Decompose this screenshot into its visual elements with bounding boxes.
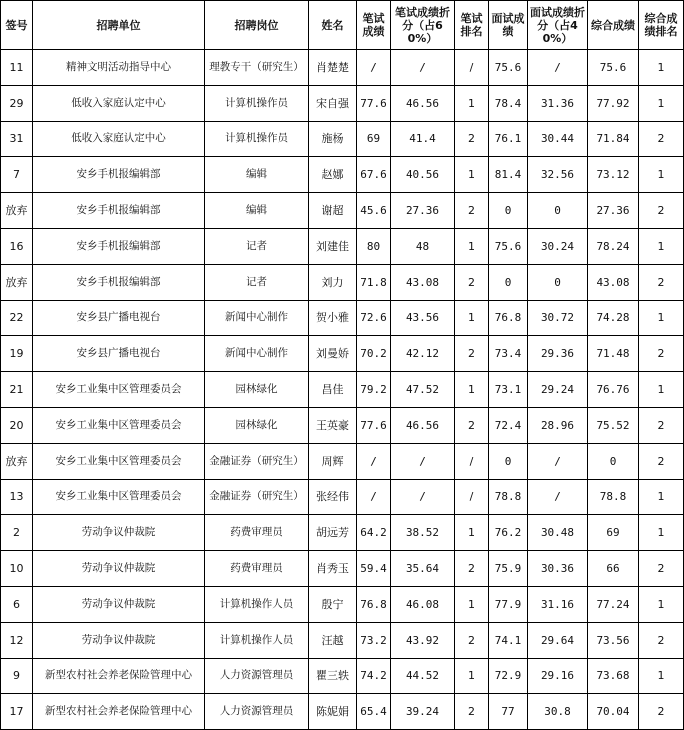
cell-written-score: 71.8	[357, 264, 391, 300]
cell-written-weighted: 39.24	[391, 694, 455, 730]
cell-employer: 新型农村社会养老保险管理中心	[33, 658, 205, 694]
table-row	[1, 85, 684, 121]
cell-name: 殷宁	[309, 586, 357, 622]
cell-written-rank: 2	[455, 622, 489, 658]
cell-position: 园林绿化	[205, 372, 309, 408]
header-draw-number: 签号	[1, 1, 33, 50]
cell-draw-number: 6	[1, 586, 33, 622]
cell-draw-number: 19	[1, 336, 33, 372]
cell-interview-score: 72.4	[489, 407, 528, 443]
cell-employer: 精神文明活动指导中心	[33, 50, 205, 86]
cell-draw-number: 10	[1, 551, 33, 587]
cell-written-weighted: 44.52	[391, 658, 455, 694]
cell-written-score: /	[357, 479, 391, 515]
cell-position: 理教专干（研究生）	[205, 50, 309, 86]
cell-written-rank: /	[455, 479, 489, 515]
cell-total-score: 75.52	[588, 407, 639, 443]
cell-total-score: 71.84	[588, 121, 639, 157]
cell-written-weighted: 43.92	[391, 622, 455, 658]
cell-draw-number: 22	[1, 300, 33, 336]
cell-name: 陈妮娟	[309, 694, 357, 730]
cell-employer: 安乡县广播电视台	[33, 336, 205, 372]
header-position: 招聘岗位	[205, 1, 309, 50]
cell-interview-weighted: /	[528, 443, 588, 479]
cell-interview-score: 0	[489, 264, 528, 300]
cell-interview-score: 0	[489, 193, 528, 229]
cell-draw-number: 29	[1, 85, 33, 121]
table-row	[1, 658, 684, 694]
cell-total-score: 77.24	[588, 586, 639, 622]
cell-total-rank: 2	[639, 193, 684, 229]
cell-written-score: 74.2	[357, 658, 391, 694]
table-row	[1, 586, 684, 622]
cell-total-rank: 2	[639, 694, 684, 730]
cell-interview-weighted: /	[528, 479, 588, 515]
cell-name: 施杨	[309, 121, 357, 157]
cell-written-score: 76.8	[357, 586, 391, 622]
table-row	[1, 622, 684, 658]
cell-written-weighted: 46.56	[391, 85, 455, 121]
cell-written-weighted: 40.56	[391, 157, 455, 193]
table-row	[1, 50, 684, 86]
cell-written-weighted: 35.64	[391, 551, 455, 587]
cell-position: 记者	[205, 228, 309, 264]
cell-written-score: 73.2	[357, 622, 391, 658]
cell-total-score: 71.48	[588, 336, 639, 372]
cell-interview-weighted: 30.36	[528, 551, 588, 587]
cell-written-score: 77.6	[357, 407, 391, 443]
cell-employer: 安乡工业集中区管理委员会	[33, 372, 205, 408]
cell-interview-score: 81.4	[489, 157, 528, 193]
cell-written-score: 45.6	[357, 193, 391, 229]
cell-written-score: 72.6	[357, 300, 391, 336]
table-row	[1, 300, 684, 336]
cell-total-score: 69	[588, 515, 639, 551]
cell-total-rank: 2	[639, 551, 684, 587]
cell-employer: 安乡手机报编辑部	[33, 264, 205, 300]
cell-total-score: 76.76	[588, 372, 639, 408]
table-row	[1, 336, 684, 372]
cell-name: 刘力	[309, 264, 357, 300]
cell-position: 计算机操作员	[205, 85, 309, 121]
cell-written-weighted: 46.08	[391, 586, 455, 622]
header-written-weighted: 笔试成绩折分（占60%）	[391, 1, 455, 50]
cell-name: 周辉	[309, 443, 357, 479]
cell-name: 赵娜	[309, 157, 357, 193]
header-written-score: 笔试成绩	[357, 1, 391, 50]
cell-total-rank: 2	[639, 121, 684, 157]
cell-written-score: 70.2	[357, 336, 391, 372]
cell-position: 新闻中心制作	[205, 300, 309, 336]
cell-written-weighted: 38.52	[391, 515, 455, 551]
cell-written-weighted: 42.12	[391, 336, 455, 372]
cell-total-rank: 1	[639, 157, 684, 193]
cell-written-rank: 2	[455, 694, 489, 730]
cell-interview-weighted: 29.36	[528, 336, 588, 372]
table-row	[1, 193, 684, 229]
cell-written-weighted: 27.36	[391, 193, 455, 229]
cell-employer: 安乡手机报编辑部	[33, 193, 205, 229]
cell-written-rank: 2	[455, 336, 489, 372]
cell-total-score: 73.68	[588, 658, 639, 694]
cell-position: 计算机操作员	[205, 121, 309, 157]
cell-interview-score: 77	[489, 694, 528, 730]
cell-total-rank: 1	[639, 515, 684, 551]
cell-total-rank: 1	[639, 300, 684, 336]
cell-interview-score: 75.9	[489, 551, 528, 587]
cell-name: 谢超	[309, 193, 357, 229]
cell-total-score: 73.12	[588, 157, 639, 193]
table-row	[1, 407, 684, 443]
header-interview-score: 面试成绩	[489, 1, 528, 50]
cell-draw-number: 放弃	[1, 193, 33, 229]
cell-draw-number: 17	[1, 694, 33, 730]
cell-interview-score: 74.1	[489, 622, 528, 658]
cell-draw-number: 9	[1, 658, 33, 694]
cell-written-weighted: 43.08	[391, 264, 455, 300]
cell-draw-number: 20	[1, 407, 33, 443]
cell-employer: 安乡工业集中区管理委员会	[33, 407, 205, 443]
cell-total-rank: 1	[639, 586, 684, 622]
cell-interview-weighted: 31.16	[528, 586, 588, 622]
cell-written-score: 65.4	[357, 694, 391, 730]
cell-interview-weighted: 30.24	[528, 228, 588, 264]
cell-written-rank: 2	[455, 551, 489, 587]
cell-written-rank: 2	[455, 121, 489, 157]
header-name: 姓名	[309, 1, 357, 50]
cell-position: 人力资源管理员	[205, 694, 309, 730]
cell-employer: 劳动争议仲裁院	[33, 586, 205, 622]
cell-draw-number: 2	[1, 515, 33, 551]
cell-written-weighted: 41.4	[391, 121, 455, 157]
cell-name: 瞿三轶	[309, 658, 357, 694]
cell-name: 汪越	[309, 622, 357, 658]
cell-name: 贺小雅	[309, 300, 357, 336]
cell-written-rank: /	[455, 50, 489, 86]
cell-employer: 安乡手机报编辑部	[33, 157, 205, 193]
cell-total-score: 0	[588, 443, 639, 479]
cell-employer: 新型农村社会养老保险管理中心	[33, 694, 205, 730]
table-body	[1, 50, 684, 730]
cell-draw-number: 21	[1, 372, 33, 408]
cell-name: 肖楚楚	[309, 50, 357, 86]
cell-name: 宋自强	[309, 85, 357, 121]
cell-employer: 低收入家庭认定中心	[33, 85, 205, 121]
cell-written-rank: /	[455, 443, 489, 479]
table-row	[1, 515, 684, 551]
cell-written-weighted: /	[391, 50, 455, 86]
cell-total-rank: 1	[639, 658, 684, 694]
cell-total-score: 43.08	[588, 264, 639, 300]
cell-written-rank: 2	[455, 264, 489, 300]
cell-written-score: 64.2	[357, 515, 391, 551]
cell-employer: 劳动争议仲裁院	[33, 622, 205, 658]
cell-written-rank: 1	[455, 586, 489, 622]
cell-written-score: /	[357, 50, 391, 86]
cell-interview-score: 73.4	[489, 336, 528, 372]
cell-total-score: 77.92	[588, 85, 639, 121]
cell-interview-weighted: 28.96	[528, 407, 588, 443]
cell-interview-score: 72.9	[489, 658, 528, 694]
cell-draw-number: 7	[1, 157, 33, 193]
header-employer: 招聘单位	[33, 1, 205, 50]
cell-written-weighted: /	[391, 443, 455, 479]
cell-employer: 安乡县广播电视台	[33, 300, 205, 336]
cell-position: 金融证券（研究生）	[205, 479, 309, 515]
table-row	[1, 443, 684, 479]
table-row	[1, 121, 684, 157]
header-interview-weighted: 面试成绩折分（占40%）	[528, 1, 588, 50]
cell-interview-weighted: 30.44	[528, 121, 588, 157]
cell-name: 肖秀玉	[309, 551, 357, 587]
cell-interview-weighted: 29.24	[528, 372, 588, 408]
cell-draw-number: 31	[1, 121, 33, 157]
cell-interview-weighted: /	[528, 50, 588, 86]
cell-total-rank: 2	[639, 336, 684, 372]
cell-written-rank: 2	[455, 193, 489, 229]
cell-interview-weighted: 32.56	[528, 157, 588, 193]
header-total-score: 综合成绩	[588, 1, 639, 50]
cell-total-rank: 1	[639, 50, 684, 86]
cell-interview-weighted: 29.16	[528, 658, 588, 694]
cell-written-score: 69	[357, 121, 391, 157]
table-row	[1, 694, 684, 730]
cell-total-rank: 2	[639, 407, 684, 443]
cell-total-rank: 1	[639, 228, 684, 264]
cell-written-weighted: 46.56	[391, 407, 455, 443]
cell-name: 王英豪	[309, 407, 357, 443]
cell-total-rank: 1	[639, 372, 684, 408]
cell-written-score: 79.2	[357, 372, 391, 408]
cell-interview-weighted: 0	[528, 193, 588, 229]
cell-draw-number: 16	[1, 228, 33, 264]
cell-interview-weighted: 30.48	[528, 515, 588, 551]
table-row	[1, 264, 684, 300]
cell-written-rank: 1	[455, 157, 489, 193]
cell-employer: 劳动争议仲裁院	[33, 515, 205, 551]
cell-interview-score: 76.8	[489, 300, 528, 336]
cell-position: 新闻中心制作	[205, 336, 309, 372]
cell-written-score: 67.6	[357, 157, 391, 193]
cell-position: 药费审理员	[205, 515, 309, 551]
cell-written-score: 59.4	[357, 551, 391, 587]
cell-written-score: 80	[357, 228, 391, 264]
cell-total-rank: 1	[639, 479, 684, 515]
cell-total-rank: 2	[639, 622, 684, 658]
cell-interview-score: 77.9	[489, 586, 528, 622]
cell-position: 记者	[205, 264, 309, 300]
cell-total-score: 66	[588, 551, 639, 587]
cell-written-weighted: 47.52	[391, 372, 455, 408]
cell-interview-weighted: 31.36	[528, 85, 588, 121]
cell-written-rank: 2	[455, 407, 489, 443]
cell-employer: 劳动争议仲裁院	[33, 551, 205, 587]
cell-interview-score: 78.8	[489, 479, 528, 515]
cell-name: 昌佳	[309, 372, 357, 408]
cell-total-rank: 1	[639, 85, 684, 121]
cell-written-rank: 1	[455, 515, 489, 551]
cell-draw-number: 13	[1, 479, 33, 515]
cell-written-rank: 1	[455, 372, 489, 408]
cell-total-score: 75.6	[588, 50, 639, 86]
table-row	[1, 157, 684, 193]
cell-written-rank: 1	[455, 300, 489, 336]
cell-written-rank: 1	[455, 85, 489, 121]
table-row	[1, 228, 684, 264]
cell-written-rank: 1	[455, 658, 489, 694]
cell-written-score: 77.6	[357, 85, 391, 121]
cell-position: 编辑	[205, 193, 309, 229]
cell-interview-score: 0	[489, 443, 528, 479]
cell-employer: 安乡手机报编辑部	[33, 228, 205, 264]
cell-written-weighted: /	[391, 479, 455, 515]
cell-interview-score: 78.4	[489, 85, 528, 121]
cell-total-score: 78.24	[588, 228, 639, 264]
header-total-rank: 综合成绩排名	[639, 1, 684, 50]
cell-interview-score: 75.6	[489, 50, 528, 86]
cell-position: 人力资源管理员	[205, 658, 309, 694]
cell-total-rank: 2	[639, 264, 684, 300]
cell-interview-score: 73.1	[489, 372, 528, 408]
header-written-rank: 笔试排名	[455, 1, 489, 50]
cell-total-score: 78.8	[588, 479, 639, 515]
cell-position: 药费审理员	[205, 551, 309, 587]
header-row	[1, 1, 684, 50]
cell-total-score: 74.28	[588, 300, 639, 336]
cell-position: 编辑	[205, 157, 309, 193]
cell-draw-number: 放弃	[1, 264, 33, 300]
cell-position: 计算机操作人员	[205, 622, 309, 658]
table-row	[1, 372, 684, 408]
cell-interview-weighted: 29.64	[528, 622, 588, 658]
cell-position: 园林绿化	[205, 407, 309, 443]
cell-employer: 低收入家庭认定中心	[33, 121, 205, 157]
cell-total-score: 70.04	[588, 694, 639, 730]
cell-written-weighted: 48	[391, 228, 455, 264]
cell-interview-weighted: 30.8	[528, 694, 588, 730]
cell-position: 计算机操作人员	[205, 586, 309, 622]
cell-name: 刘建佳	[309, 228, 357, 264]
cell-employer: 安乡工业集中区管理委员会	[33, 479, 205, 515]
cell-interview-weighted: 30.72	[528, 300, 588, 336]
cell-written-rank: 1	[455, 228, 489, 264]
cell-total-rank: 2	[639, 443, 684, 479]
cell-written-score: /	[357, 443, 391, 479]
cell-employer: 安乡工业集中区管理委员会	[33, 443, 205, 479]
cell-position: 金融证券（研究生）	[205, 443, 309, 479]
cell-draw-number: 放弃	[1, 443, 33, 479]
cell-total-score: 27.36	[588, 193, 639, 229]
cell-name: 胡远芳	[309, 515, 357, 551]
table-row	[1, 479, 684, 515]
cell-total-score: 73.56	[588, 622, 639, 658]
cell-draw-number: 12	[1, 622, 33, 658]
table-row	[1, 551, 684, 587]
cell-interview-score: 76.2	[489, 515, 528, 551]
cell-name: 张经伟	[309, 479, 357, 515]
cell-draw-number: 11	[1, 50, 33, 86]
cell-interview-weighted: 0	[528, 264, 588, 300]
cell-written-weighted: 43.56	[391, 300, 455, 336]
cell-interview-score: 76.1	[489, 121, 528, 157]
cell-name: 刘曼娇	[309, 336, 357, 372]
cell-interview-score: 75.6	[489, 228, 528, 264]
